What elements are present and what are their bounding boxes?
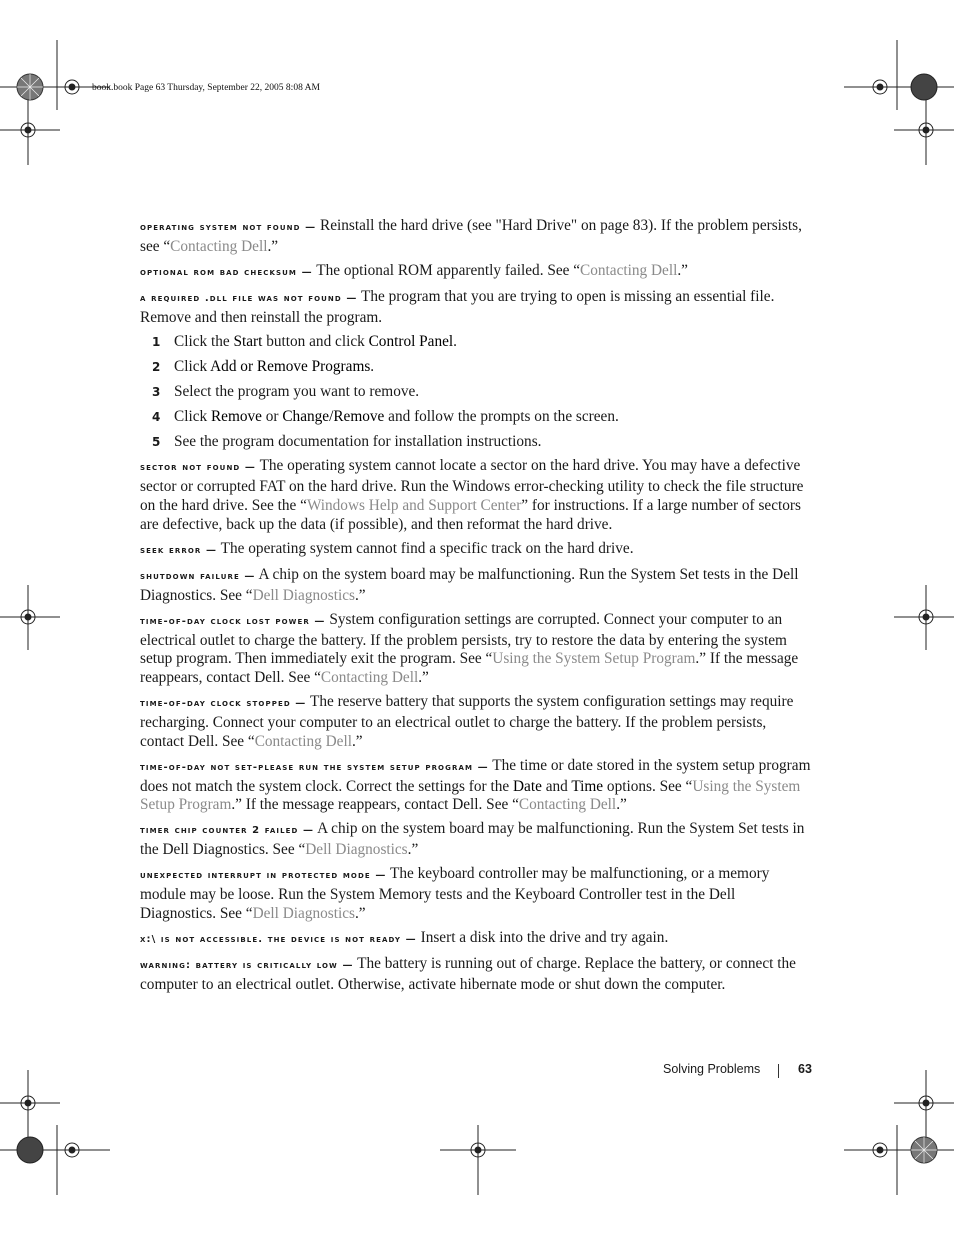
error-term: a required .dll file was not found — — [140, 293, 358, 305]
step-item — [140, 358, 812, 377]
body-text: The time or date stored in the system setup program does not match the system clock. Correct the settings for the — [140, 756, 811, 795]
body-text: button and click — [262, 333, 369, 351]
body-text: Click the — [174, 333, 234, 351]
body-text: .” — [677, 261, 688, 279]
body-text: .” If the message reappears, contact Dell. See “ — [231, 796, 519, 814]
ui-term: Start — [233, 333, 263, 351]
error-entry — [140, 288, 812, 327]
body-text: The reserve battery that supports the system configuration settings may require recharging. Connect your computer to an electrical outlet to charge the battery. If the problem persists, contact Dell. See “ — [140, 693, 794, 750]
ui-term: Control Panel — [368, 333, 454, 351]
body-text: A chip on the system board may be malfunctioning. Run the System Set tests in the Dell Diagnostics. See “ — [140, 820, 805, 859]
body-text: .” — [354, 586, 366, 604]
body-text: and follow the prompts on the screen. — [384, 407, 619, 425]
body-text: .” — [616, 796, 627, 814]
step-text — [174, 433, 541, 452]
error-term: warning: battery is critically low — — [140, 960, 354, 972]
error-entry — [140, 865, 812, 923]
ui-term: Remove — [210, 407, 262, 425]
body-text: The optional ROM apparently failed. See “ — [316, 261, 581, 279]
body-text: .” — [267, 237, 279, 255]
body-text: System configuration settings are corrupted. Connect your computer to an electrical outlet to charge the battery. If the problem persists, try to restore the data by entering the system setup program. Then immediately exit the program. See “ — [140, 610, 787, 668]
body-text: The keyboard controller may be malfunctioning, or a memory module may be loose. Run the System Memory tests and the Keyboard Controller test in the Dell Diagnostics. See “ — [140, 865, 770, 922]
error-entry — [140, 929, 812, 950]
error-entry — [140, 820, 812, 859]
step-text — [174, 333, 457, 352]
error-entry — [140, 566, 812, 605]
error-term: unexpected interrupt in protected mode — — [140, 870, 387, 882]
step-text — [174, 383, 419, 402]
error-term: time-of-day not set-please run the system setup program — — [140, 761, 489, 773]
body-text: The operating system cannot locate a sector on the hard drive. You may have a defective sector or corrupted FAT on the hard drive. Run the Windows error-checking utility to check the file structure on the hard drive. See the “ — [140, 457, 804, 514]
ui-term: Time — [571, 777, 604, 795]
cross-reference-link[interactable]: Contacting Dell — [254, 732, 352, 750]
error-term: timer chip counter 2 failed — — [140, 825, 315, 837]
error-term: x:\ is not accessible. the device is not ready — — [140, 933, 417, 945]
body-text: . — [370, 357, 375, 375]
body-text: . — [453, 333, 457, 351]
error-term: sector not found — — [140, 462, 256, 474]
body-text: A chip on the system board may be malfunctioning. Run the System Set tests in the Dell Diagnostics. See “ — [140, 565, 799, 604]
body-text: or — [261, 407, 283, 425]
body-text: ” for instructions. If a large number of sectors are defective, back up the data (if possible), and then reformat the hard drive. — [140, 496, 801, 533]
error-term: seek error — — [140, 544, 218, 556]
error-term: operating system not found — — [140, 222, 317, 233]
step-text — [174, 358, 374, 377]
error-entry — [140, 457, 812, 534]
error-term: time-of-day clock lost power — — [140, 615, 326, 627]
error-term: optional rom bad checksum — — [140, 266, 313, 278]
cross-reference-link[interactable]: Dell Diagnostics — [252, 586, 355, 604]
body-text: and — [541, 777, 572, 795]
cross-reference-link[interactable]: Dell Diagnostics — [305, 841, 408, 859]
error-entry — [140, 540, 812, 561]
step-number: 5 — [152, 434, 161, 449]
ui-term: Date — [512, 777, 542, 795]
error-entry — [140, 955, 812, 994]
error-entry — [140, 757, 812, 815]
page-content — [140, 217, 812, 1000]
steps-list — [140, 333, 812, 451]
page-number: 63 — [798, 1062, 812, 1076]
cross-reference-link[interactable]: Windows Help and Support Center — [306, 496, 522, 514]
error-message-list-continued — [140, 457, 812, 994]
footer-section-title: Solving Problems — [663, 1062, 761, 1076]
body-text: The program that you are trying to open is missing an essential file. Remove and then reinstall the program. — [140, 288, 775, 326]
body-text: Reinstall the hard drive (see "Hard Drive" on page 83). If the problem persists, see “ — [140, 217, 802, 255]
error-entry — [140, 693, 812, 751]
body-text: .” If the message reappears, contact Dell. See “ — [140, 650, 799, 686]
cross-reference-link[interactable]: Contacting Dell — [518, 796, 617, 814]
step-text — [174, 408, 619, 427]
cross-reference-link[interactable]: Contacting Dell — [580, 261, 678, 279]
error-entry — [140, 262, 812, 283]
step-item — [140, 408, 812, 427]
step-number: 3 — [152, 384, 161, 399]
cross-reference-link[interactable]: Using the System Setup Program — [492, 650, 696, 668]
body-text: See the program documentation for installation instructions. — [174, 432, 542, 450]
body-text: Insert a disk into the drive and try again. — [420, 928, 669, 946]
body-text: options. See “ — [603, 777, 693, 795]
body-text: Click — [174, 357, 211, 375]
body-text: .” — [351, 732, 363, 750]
cross-reference-link[interactable]: Contacting Dell — [320, 669, 419, 686]
error-entry — [140, 217, 812, 256]
body-text: .” — [354, 904, 366, 922]
cross-reference-link[interactable]: Contacting Dell — [170, 237, 268, 255]
error-term: shutdown failure — — [140, 570, 256, 582]
body-text: The battery is running out of charge. Replace the battery, or connect the computer to an electrical outlet. Otherwise, activate hibernate mode or shut down the computer. — [140, 955, 796, 993]
step-item — [140, 383, 812, 402]
error-entry — [140, 611, 812, 688]
body-text: Select the program you want to remove. — [174, 382, 420, 400]
step-number: 1 — [152, 335, 161, 350]
cross-reference-link[interactable]: Dell Diagnostics — [252, 904, 355, 922]
print-header-stamp: book.book Page 63 Thursday, September 22, 2005 8:08 AM — [92, 83, 320, 93]
body-text: .” — [418, 669, 429, 686]
error-message-list — [140, 217, 812, 328]
step-number: 4 — [152, 409, 161, 424]
body-text: .” — [407, 841, 419, 859]
step-number: 2 — [152, 359, 161, 374]
cross-reference-link[interactable]: Using the System Setup Program — [140, 777, 801, 814]
error-term: time-of-day clock stopped — — [140, 698, 307, 710]
footer-divider — [778, 1064, 779, 1078]
body-text: Click — [174, 407, 211, 425]
step-item — [140, 333, 812, 352]
ui-term: Change/Remove — [282, 407, 385, 425]
body-text: The operating system cannot find a specific track on the hard drive. — [220, 539, 634, 557]
ui-term: Add or Remove Programs — [210, 357, 371, 375]
step-item — [140, 433, 812, 452]
